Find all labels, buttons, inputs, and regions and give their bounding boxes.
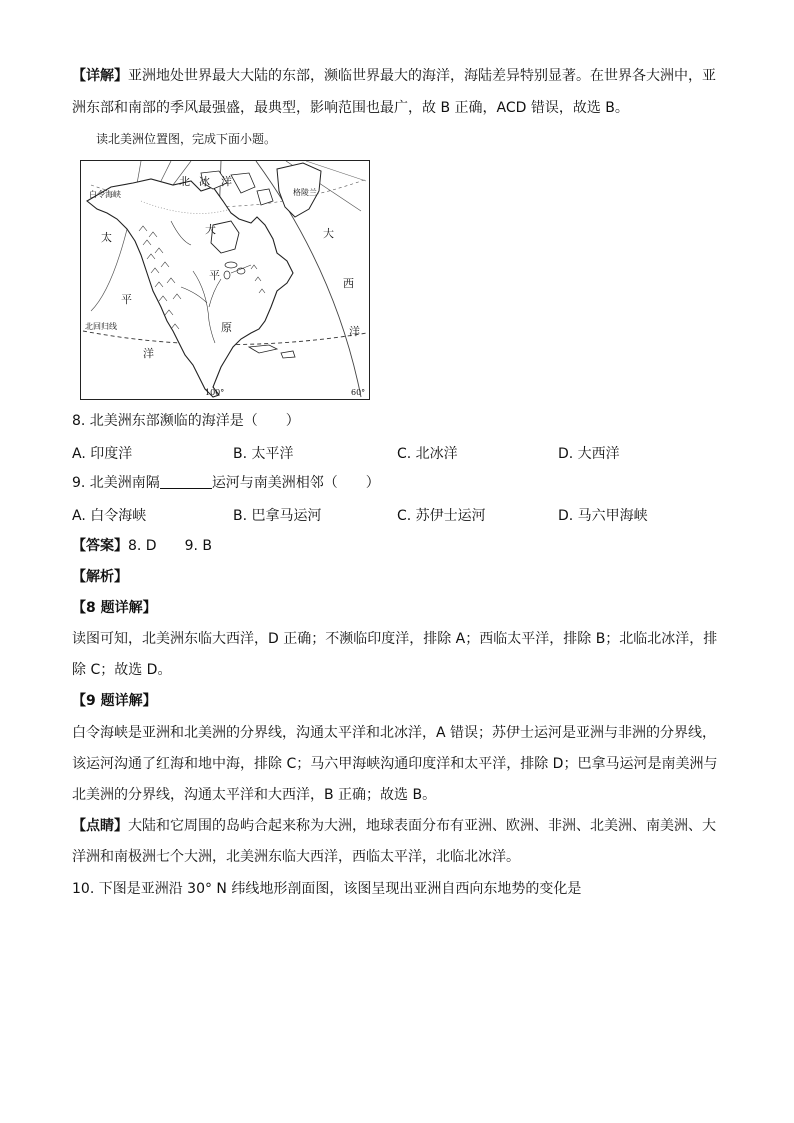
q9-fill-blank bbox=[160, 474, 212, 489]
tip-line: 洋洲和南极洲七个大洲，北美洲东临大西洋，西临太平洋，北临北冰洋。 bbox=[72, 849, 520, 865]
question-9-stem bbox=[72, 473, 380, 493]
question-8-stem: 8. 北美洲东部濒临的海洋是（ ） bbox=[72, 413, 300, 429]
q9-option-d: D. 马六甲海峡 bbox=[558, 508, 648, 524]
label-plain-1: 大 bbox=[205, 223, 216, 236]
label-plain-2: 平 bbox=[209, 269, 220, 282]
tip-line bbox=[72, 816, 716, 836]
detail-tag: 【详解】 bbox=[72, 68, 128, 84]
north-america-map bbox=[80, 160, 370, 400]
label-tropic-of-cancer: 北回归线 bbox=[85, 322, 117, 331]
label-atlantic-1: 大 bbox=[323, 227, 334, 240]
q9-option-a: A. 白令海峡 bbox=[72, 508, 147, 524]
detail-text: 亚洲地处世界最大大陆的东部，濒临世界最大的海洋，海陆差异特别显著。在世界各大洲中，亚 bbox=[128, 68, 716, 84]
label-arctic-2: 冰 bbox=[199, 175, 210, 188]
label-atlantic-3: 洋 bbox=[349, 325, 360, 338]
tip-tag: 【点睛】 bbox=[72, 818, 128, 834]
q9-detail-line: 白令海峡是亚洲和北美洲的分界线，沟通太平洋和北冰洋，A 错误；苏伊士运河是亚洲与非洲的分界线， bbox=[72, 725, 717, 741]
label-meridian-100: 100° bbox=[205, 388, 225, 397]
tip-text: 大陆和它周围的岛屿合起来称为大洲，地球表面分布有亚洲、欧洲、非洲、北美洲、南美洲、大 bbox=[128, 818, 716, 834]
q8-option-c: C. 北冰洋 bbox=[397, 446, 458, 462]
label-arctic-1: 北 bbox=[179, 175, 190, 188]
answer-tag: 【答案】 bbox=[72, 538, 128, 554]
q8-detail-line: 除 C；故选 D。 bbox=[72, 662, 172, 678]
label-pacific-1: 太 bbox=[101, 231, 112, 244]
analysis-tag: 【解析】 bbox=[72, 569, 128, 585]
label-atlantic-2: 西 bbox=[343, 277, 354, 290]
label-arctic-3: 洋 bbox=[221, 175, 232, 188]
detail-paragraph-line bbox=[72, 66, 716, 86]
q9-detail-line: 北美洲的分界线，沟通太平洋和大西洋，B 正确；故选 B。 bbox=[72, 787, 437, 803]
q8-option-b: B. 太平洋 bbox=[233, 446, 294, 462]
label-bering-strait: 白令海峡 bbox=[89, 190, 121, 199]
label-greenland: 格陵兰 bbox=[293, 188, 317, 197]
q9-stem-before-blank: 9. 北美洲南隔 bbox=[72, 475, 160, 491]
label-meridian-60: 60° bbox=[351, 388, 366, 397]
q9-stem-after-blank: 运河与南美洲相邻（ ） bbox=[211, 475, 380, 491]
q8-option-d: D. 大西洋 bbox=[558, 446, 620, 462]
answer-text: 8. D 9. B bbox=[128, 538, 212, 554]
label-pacific-2: 平 bbox=[121, 293, 132, 306]
detail-paragraph-line: 洲东部和南部的季风最强盛，最典型，影响范围也最广，故 B 正确，ACD 错误，故选 B。 bbox=[72, 100, 629, 116]
map-caption: 读北美洲位置图，完成下面小题。 bbox=[96, 132, 277, 146]
q8-option-a: A. 印度洋 bbox=[72, 446, 133, 462]
q8-detail-line: 读图可知，北美洲东临大西洋，D 正确；不濒临印度洋，排除 A；西临太平洋，排除 B；北临北冰洋，排 bbox=[72, 631, 718, 647]
label-pacific-3: 洋 bbox=[143, 347, 154, 360]
q9-detail-line: 该运河沟通了红海和地中海，排除 C；马六甲海峡沟通印度洋和太平洋，排除 D；巴拿马运河是南美洲与 bbox=[72, 756, 718, 772]
q9-option-b: B. 巴拿马运河 bbox=[233, 508, 322, 524]
answer-line bbox=[72, 536, 212, 556]
label-plain-3: 原 bbox=[221, 321, 232, 334]
question-10-stem: 10. 下图是亚洲沿 30° N 纬线地形剖面图，该图呈现出亚洲自西向东地势的变化是 bbox=[72, 881, 582, 897]
q9-detail-title: 【9 题详解】 bbox=[72, 693, 157, 709]
q9-option-c: C. 苏伊士运河 bbox=[397, 508, 486, 524]
q8-detail-title: 【8 题详解】 bbox=[72, 600, 157, 616]
